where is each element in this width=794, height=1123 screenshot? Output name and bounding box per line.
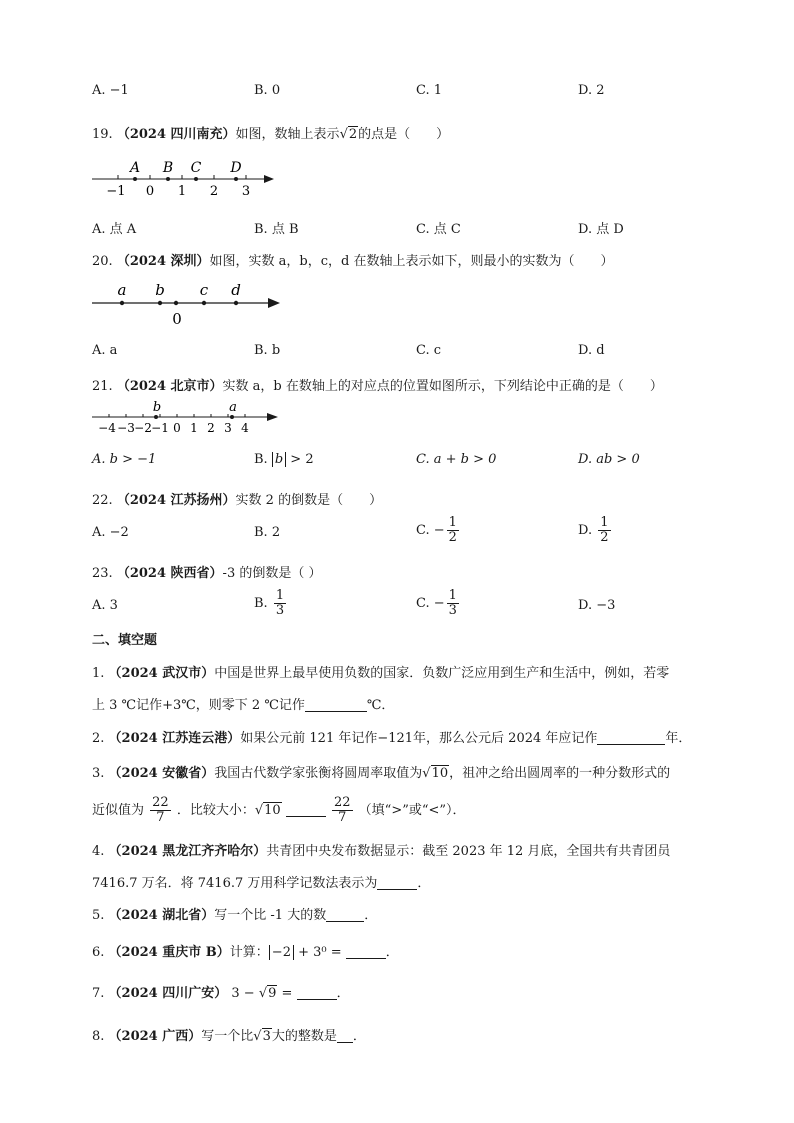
source-tag: （2024 安徽省） <box>108 766 215 781</box>
tick-label: −1 <box>106 184 126 199</box>
source-tag: （2024 江苏连云港） <box>108 731 241 746</box>
question-text: 实数 2 的倒数是（ ） <box>235 493 383 508</box>
option-a: A. 点 A <box>92 222 137 237</box>
question-22 <box>92 489 382 508</box>
question-text-mid: ，祖冲之给出圆周率的一种分数形式的 <box>449 766 671 781</box>
question-text: 写一个比 -1 大的数 <box>214 908 327 923</box>
zero-label: 0 <box>172 310 182 328</box>
fill-question-7 <box>92 982 350 1001</box>
question-text-mid: ．比较大小： <box>176 803 255 818</box>
source-tag: （2024 北京市） <box>116 379 223 394</box>
question-number: 6. <box>92 945 105 960</box>
option-c: C. 1 <box>416 83 443 98</box>
source-tag: （2024 湖北省） <box>108 908 215 923</box>
option-b: B. b <box>254 343 281 358</box>
option-c: C. − $\frac{1}{2}$ <box>416 515 457 545</box>
question-number: 8. <box>92 1029 105 1044</box>
question-text-end: 的点是（ ） <box>358 127 450 142</box>
fill-question-2 <box>92 727 691 746</box>
question-text: 上 3 ℃记作+3℃，则零下 2 ℃记作 <box>92 698 305 713</box>
option-b: B. 2 <box>254 525 281 540</box>
question-text: 近似值为 <box>92 803 145 818</box>
question-text-end: ． <box>352 1029 366 1044</box>
question-19 <box>92 123 449 142</box>
fill-question-4-line2 <box>92 872 430 891</box>
fill-question-3 <box>92 762 670 781</box>
question-text: 计算： <box>229 945 269 960</box>
question-number: 19. <box>92 127 113 142</box>
tick-label: 0 <box>145 184 155 199</box>
sqrt-expression: √3 <box>253 1029 271 1044</box>
source-tag: （2024 黑龙江齐齐哈尔） <box>108 844 267 859</box>
tick-label: 2 <box>209 184 219 199</box>
answer-blank[interactable] <box>377 875 417 890</box>
option-c: C. 点 C <box>416 222 461 237</box>
question-text: 7416.7 万名．将 7416.7 万用科学记数法表示为 <box>92 876 378 891</box>
option-a: A. −2 <box>92 525 129 540</box>
source-tag: （2024 陕西省） <box>116 566 223 581</box>
question-text-end: ． <box>385 945 399 960</box>
option-a: A. a <box>92 343 118 358</box>
tick-label: −4 <box>98 421 116 435</box>
answer-blank[interactable] <box>337 1028 353 1043</box>
option-b: B. $\frac{1}{3}$ <box>254 588 285 618</box>
option-d: D. 点 D <box>578 222 624 237</box>
question-text: 写一个比 <box>201 1029 254 1044</box>
point-d-label: d <box>231 281 241 299</box>
question-number: 22. <box>92 493 113 508</box>
section-heading: 二、填空题 <box>92 633 158 648</box>
question-text: 如图，实数 a，b，c，d 在数轴上表示如下，则最小的实数为（ ） <box>209 254 614 269</box>
point-b-label: B <box>162 160 174 176</box>
answer-blank[interactable] <box>326 907 364 922</box>
question-text: -3 的倒数是（ ） <box>222 566 322 581</box>
tick-label: −3 <box>117 421 135 435</box>
math-expression-end: = <box>277 986 297 1001</box>
source-tag: （2024 江苏扬州） <box>116 493 236 508</box>
point-c-label: c <box>199 281 209 299</box>
tick-label: −2 <box>134 421 152 435</box>
tick-label: −1 <box>151 421 169 435</box>
zero-dot <box>174 301 178 305</box>
fraction: $\frac{22}{7}$ <box>152 795 169 825</box>
question-text-end: 年． <box>665 731 692 746</box>
question-text: 共青团中央发布数据显示：截至 2023 年 12 月底，全国共有共青团员 <box>266 844 671 859</box>
tick-label: 1 <box>190 421 198 435</box>
tick-label: 0 <box>173 421 181 435</box>
question-number: 4. <box>92 844 105 859</box>
point-b-dot <box>166 177 170 181</box>
fill-question-5 <box>92 904 377 923</box>
number-line-21 <box>88 396 288 438</box>
source-tag: （2024 四川南充） <box>116 127 236 142</box>
source-tag: （2024 深圳） <box>116 254 210 269</box>
tick-label: 3 <box>224 421 232 435</box>
point-b-dot <box>158 301 162 305</box>
source-tag: （2024 四川广安） <box>108 986 228 1001</box>
point-d-dot <box>234 177 238 181</box>
option-d: D. ab > 0 <box>578 452 640 467</box>
question-text: 我国古代数学家张衡将圆周率取值为 <box>214 766 423 781</box>
tick-label: 4 <box>241 421 249 435</box>
option-d: D. −3 <box>578 598 616 613</box>
math-expression: + 3⁰ = <box>293 945 346 960</box>
fill-question-3-line2 <box>92 796 466 825</box>
point-c-dot <box>202 301 206 305</box>
question-number: 7. <box>92 986 105 1001</box>
tick-label: 3 <box>241 184 251 199</box>
q19-options <box>92 218 732 240</box>
question-text-end: ． <box>336 986 350 1001</box>
point-c-label: C <box>190 160 202 176</box>
q21-options <box>92 452 732 474</box>
q23-options <box>92 588 732 628</box>
source-tag: （2024 武汉市） <box>108 666 215 681</box>
question-text-end: ． <box>364 908 378 923</box>
number-line-19 <box>88 155 288 200</box>
q20-options <box>92 343 732 365</box>
point-c-dot <box>194 177 198 181</box>
question-23 <box>92 562 321 581</box>
point-d-label: D <box>230 160 242 176</box>
fraction: $\frac{22}{7}$ <box>333 795 351 825</box>
point-a-label: a <box>229 400 237 415</box>
option-c: C. c <box>416 343 442 358</box>
point-d-dot <box>234 301 238 305</box>
question-text: 如果公元前 121 年记作−121年，那么公元后 2024 年应记作 <box>240 731 598 746</box>
q22-options <box>92 514 732 554</box>
option-c: C. a + b > 0 <box>416 452 497 467</box>
point-a-dot <box>230 415 234 419</box>
source-tag: （2024 广西） <box>108 1029 202 1044</box>
question-text: 中国是世界上最早使用负数的国家．负数广泛应用到生产和生活中，例如，若零 <box>214 666 670 681</box>
option-d: D. d <box>578 343 605 358</box>
question-21 <box>92 375 663 394</box>
sqrt-expression: √10 <box>254 803 281 818</box>
option-b: B. 0 <box>254 83 281 98</box>
option-a: A. −1 <box>92 83 129 98</box>
fill-question-6 <box>92 941 399 960</box>
answer-blank[interactable] <box>346 944 386 959</box>
point-a-label: a <box>117 281 127 299</box>
point-a-label: A <box>129 160 141 176</box>
fill-question-1-line2 <box>92 694 394 713</box>
sqrt-expression: √10 <box>422 766 449 781</box>
question-number: 20. <box>92 254 113 269</box>
option-b: B. 点 B <box>254 222 299 237</box>
question-number: 3. <box>92 766 105 781</box>
question-number: 5. <box>92 908 105 923</box>
question-20 <box>92 250 614 269</box>
option-c: C. − $\frac{1}{3}$ <box>416 588 457 618</box>
q18-options <box>92 83 732 105</box>
number-line-20 <box>88 278 288 328</box>
point-a-dot <box>133 177 137 181</box>
tick-label: 2 <box>207 421 215 435</box>
question-text-mid: 大的整数是 <box>271 1029 337 1044</box>
question-number: 2. <box>92 731 105 746</box>
fill-question-1 <box>92 662 669 681</box>
question-text-end: ℃． <box>366 698 395 713</box>
point-b-label: b <box>152 400 162 415</box>
option-d: D. 2 <box>578 83 605 98</box>
answer-blank[interactable] <box>297 985 337 1000</box>
tick-label: 1 <box>177 184 187 199</box>
option-d: D. $\frac{1}{2}$ <box>578 515 609 545</box>
absolute-value: −2 <box>269 945 294 960</box>
point-a-dot <box>120 301 124 305</box>
sqrt-expression: √2 <box>339 127 358 142</box>
answer-blank[interactable] <box>597 730 665 745</box>
question-text-end: （填“>”或“<”）． <box>358 803 466 818</box>
question-number: 23. <box>92 566 113 581</box>
question-text: 实数 a，b 在数轴上的对应点的位置如图所示，下列结论中正确的是（ ） <box>222 379 663 394</box>
question-text-end: ． <box>417 876 431 891</box>
question-number: 1. <box>92 666 105 681</box>
answer-blank[interactable] <box>305 697 367 712</box>
point-b-label: b <box>155 281 165 299</box>
point-b-dot <box>154 415 158 419</box>
option-a: A. 3 <box>92 598 118 613</box>
source-tag: （2024 重庆市 B） <box>108 945 230 960</box>
fill-question-4 <box>92 840 670 859</box>
sqrt-expression: √9 <box>258 986 277 1001</box>
option-b: B. b > 2 <box>254 452 314 467</box>
question-number: 21. <box>92 379 113 394</box>
math-expression: 3 − <box>231 986 259 1001</box>
option-a: A. b > −1 <box>92 452 157 467</box>
question-text: 如图，数轴上表示 <box>235 127 340 142</box>
answer-blank[interactable] <box>286 802 326 817</box>
fill-question-8 <box>92 1025 366 1044</box>
